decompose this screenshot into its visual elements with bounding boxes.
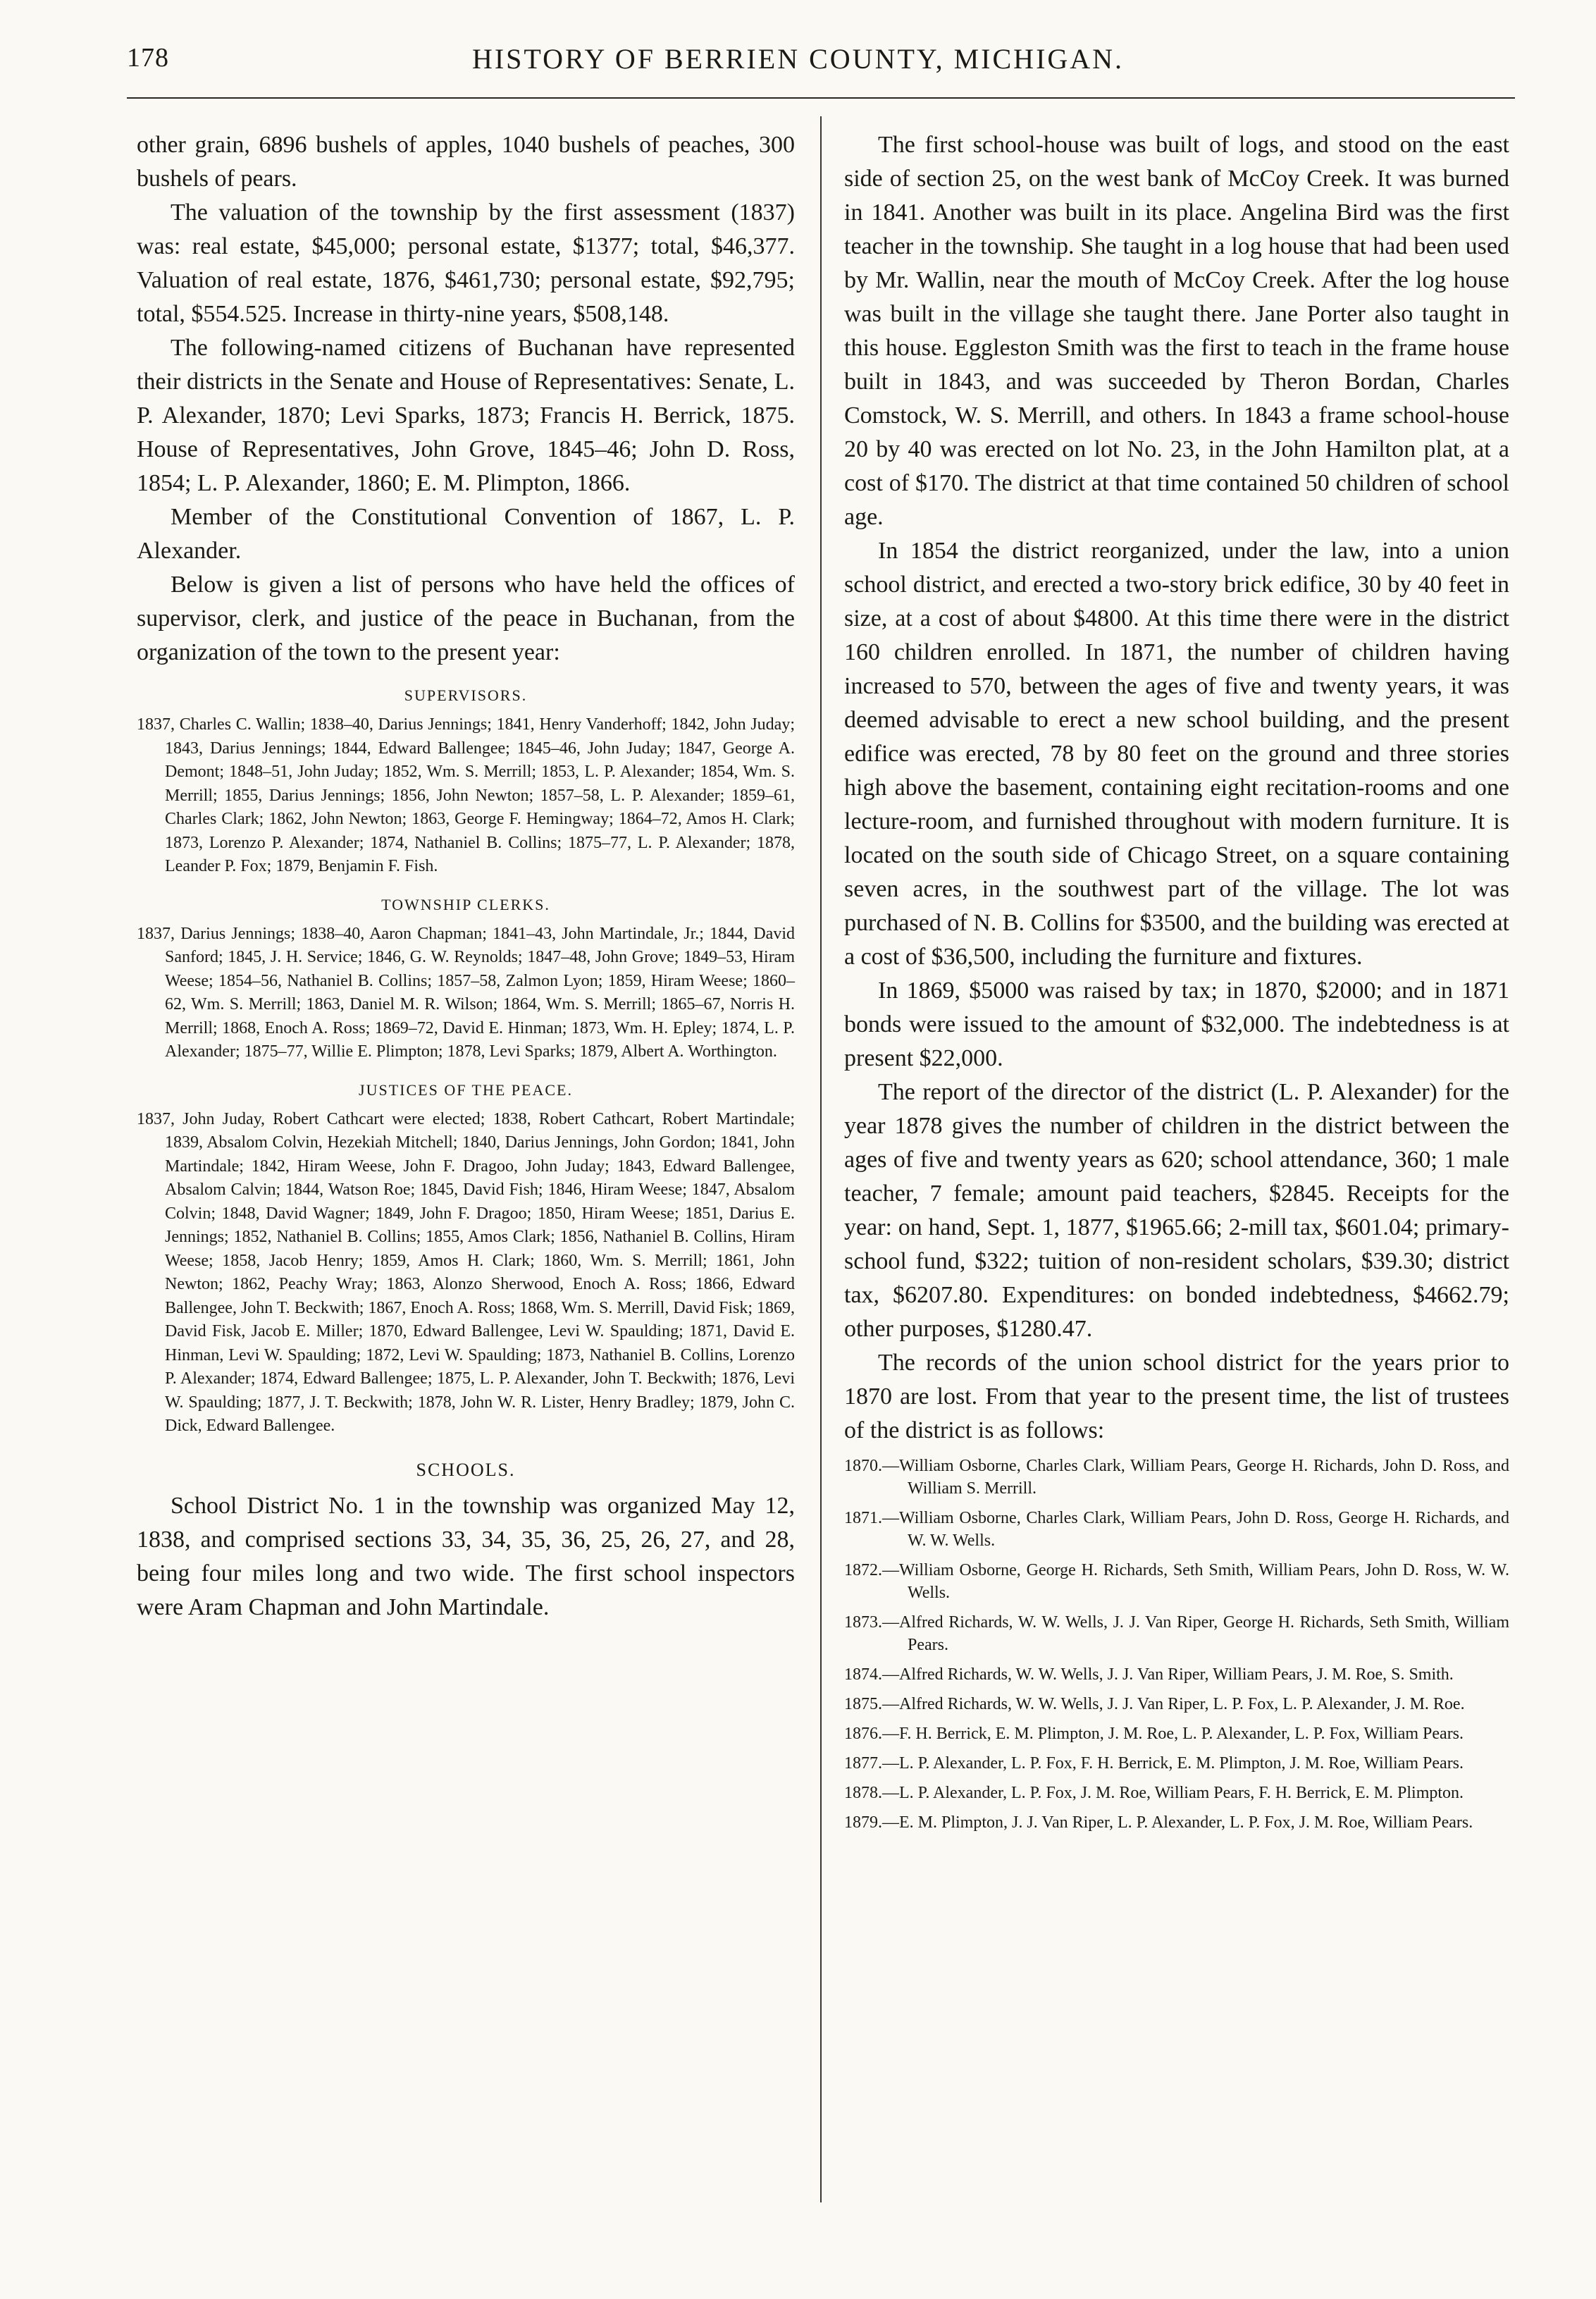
justices-list: 1837, John Juday, Robert Cathcart were elected; 1838, Robert Cathcart, Robert Martindale; 1839, Absalom Colvin, Hezekiah Mitchell; 1840, Darius Jennings, John Gordon; 1841, John Martindale; 1842, Hiram Weese, John F. Dragoo, John Juday; 1843, Edward Ballengee, Absalom Calvin; 1844, Watson Roe; 1845, David Fish; 1846, Hiram Weese; 1847, Absalom Colvin; 1848, David Wagner; 1849, John F. Dragoo; 1850, Hiram Weese; 1851, Darius E. Jennings; 1852, Nathaniel B. Collins; 1855, Amos Clark; 1856, Nathaniel B. Collins, Hiram Weese; 1858, Jacob Henry; 1859, Amos H. Clark; 1860, Wm. S. Merrill; 1861, John Newton; 1862, Peachy Wray; 1863, Alonzo Sherwood, Enoch A. Ross; 1866, Edward Ballengee, John T. Beckwith; 1867, Enoch A. Ross; 1868, Wm. S. Merrill, David Fisk; 1869, David Fisk, Jacob E. Miller; 1870, Edward Ballengee, Levi W. Spaulding; 1871, David E. Hinman, Levi W. Spaulding; 1872, Levi W. Spaulding; 1873, Nathaniel B. Collins, Lorenzo P. Alexander; 1874, Edward Ballengee; 1875, L. P. Alexander, John T. Beckwith; 1876, Levi W. Spaulding; 1877, J. T. Beckwith; 1878, John W. R. Lister, Henry Bradley; 1879, John C. Dick, Edward Ballengee. — [137, 1109, 795, 1435]
trustee-entry: 1875.—Alfred Richards, W. W. Wells, J. J. Van Riper, L. P. Fox, L. P. Alexander, J. M. Roe. — [844, 1695, 1465, 1713]
left-column — [137, 128, 795, 1625]
paragraph: The first school-house was built of logs, and stood on the east side of section 25, on the west bank of McCoy Creek. It was burned in 1841. Another was built in its place. Angelina Bird was the first teacher in the township. She taught in a log house that had been used by Mr. Wallin, near the mouth of McCoy Creek. After the log house was built in the village she taught there. Jane Porter also taught in this house. Eggleston Smith was the first to teach in the frame house built in 1843, and was succeeded by Theron Bordan, Charles Comstock, W. S. Merrill, and others. In 1843 a frame school-house 20 by 40 was erected on lot No. 23, in the John Hamilton plat, at a cost of $170. The district at that time contained 50 children of school age. — [844, 132, 1509, 530]
paragraph: The report of the director of the district (L. P. Alexander) for the year 1878 gives the number of children in the district between the ages of five and twenty years as 620; school attendance, 360; 1 male teacher, 7 female; amount paid teachers, $2845. Receipts for the year: on hand, Sept. 1, 1877, $1965.66; 2-mill tax, $601.04; primary-school fund, $322; tuition of non-resident scholars, $39.30; district tax, $6207.80. Expenditures: on bonded indebtedness, $4662.79; other purposes, $1280.47. — [844, 1079, 1509, 1342]
section-heading-clerks: TOWNSHIP CLERKS. — [381, 895, 550, 913]
paragraph: In 1869, $5000 was raised by tax; in 1870, $2000; and in 1871 bonds were issued to the amount of $32,000. The indebtedness is at present $22,000. — [844, 978, 1509, 1071]
section-heading-schools: SCHOOLS. — [416, 1459, 516, 1480]
paragraph: In 1854 the district reorganized, under the law, into a union school district, and erected a two-story brick edifice, 30 by 40 feet in size, at a cost of about $4800. At this time there were in the district 160 children enrolled. In 1871, the number of children having increased to 570, between the ages of five and twenty years, it was deemed advisable to erect a new school building, and the present edifice was erected, 78 by 80 feet on the ground and three stories high above the basement, containing eight recitation-rooms and one lecture-room, and furnished throughout with modern furniture. It is located on the south side of Chicago Street, on a square containing seven acres, in the southwest part of the village. The lot was purchased of N. B. Collins for $3500, and the building was erected at a cost of $36,500, including the furniture and fixtures. — [844, 538, 1509, 970]
trustee-entry: 1877.—L. P. Alexander, L. P. Fox, F. H. Berrick, E. M. Plimpton, J. M. Roe, William Pears. — [844, 1754, 1464, 1773]
trustee-entry: 1870.—William Osborne, Charles Clark, William Pears, George H. Richards, John D. Ross, and William S. Merrill. — [844, 1457, 1509, 1498]
paragraph: other grain, 6896 bushels of apples, 1040 bushels of peaches, 300 bushels of pears. — [137, 132, 795, 192]
trustee-entry: 1873.—Alfred Richards, W. W. Wells, J. J. Van Riper, George H. Richards, Seth Smith, William Pears. — [844, 1613, 1509, 1654]
section-heading-supervisors: SUPERVISORS. — [404, 686, 528, 704]
supervisors-list: 1837, Charles C. Wallin; 1838–40, Darius Jennings; 1841, Henry Vanderhoff; 1842, John Juday; 1843, Darius Jennings; 1844, Edward Ballengee; 1845–46, John Juday; 1847, George A. Demont; 1848–51, John Juday; 1852, Wm. S. Merrill; 1853, L. P. Alexander; 1854, Wm. S. Merrill; 1855, Darius Jennings; 1856, John Newton; 1857–58, L. P. Alexander; 1859–61, Charles Clark; 1862, John Newton; 1863, George F. Hemingway; 1864–72, Amos H. Clark; 1873, Lorenzo P. Alexander; 1874, Nathaniel B. Collins; 1875–77, L. P. Alexander; 1878, Leander P. Fox; 1879, Benjamin F. Fish. — [137, 715, 795, 875]
paragraph: School District No. 1 in the township was organized May 12, 1838, and comprised sections 33, 34, 35, 36, 25, 26, 27, and 28, being four miles long and two wide. The first school inspectors were Aram Chapman and John Martindale. — [137, 1492, 795, 1620]
trustee-entry: 1879.—E. M. Plimpton, J. J. Van Riper, L. P. Alexander, L. P. Fox, J. M. Roe, William Pears. — [844, 1813, 1473, 1832]
right-column — [844, 128, 1509, 1841]
page-header — [0, 42, 1596, 92]
paragraph: Below is given a list of persons who have held the offices of supervisor, clerk, and justice of the peace in Buchanan, from the organization of the town to the present year: — [137, 572, 795, 665]
header-rule — [127, 97, 1515, 99]
page-number: 178 — [127, 43, 169, 73]
column-divider — [820, 116, 822, 2202]
trustee-entry: 1871.—William Osborne, Charles Clark, William Pears, John D. Ross, George H. Richards, and W. W. Wells. — [844, 1509, 1509, 1550]
paragraph: Member of the Constitutional Convention of 1867, L. P. Alexander. — [137, 504, 795, 564]
trustee-entry: 1878.—L. P. Alexander, L. P. Fox, J. M. Roe, William Pears, F. H. Berrick, E. M. Plimpton. — [844, 1784, 1464, 1802]
paragraph: The valuation of the township by the first assessment (1837) was: real estate, $45,000; personal estate, $1377; total, $46,377. Valuation of real estate, 1876, $461,730; personal estate, $92,795; total, $554.525. Increase in thirty-nine years, $508,148. — [137, 199, 795, 327]
trustee-entry: 1874.—Alfred Richards, W. W. Wells, J. J. Van Riper, William Pears, J. M. Roe, S. Smith. — [844, 1665, 1454, 1684]
section-heading-justices: JUSTICES OF THE PEACE. — [359, 1080, 573, 1099]
running-title: HISTORY OF BERRIEN COUNTY, MICHIGAN. — [471, 43, 1125, 75]
paragraph: The records of the union school district for the years prior to 1870 are lost. From that year to the present time, the list of trustees of the district is as follows: — [844, 1350, 1509, 1443]
clerks-list: 1837, Darius Jennings; 1838–40, Aaron Chapman; 1841–43, John Martindale, Jr.; 1844, David Sanford; 1845, J. H. Service; 1846, G. W. Reynolds; 1847–48, John Grove; 1849–53, Hiram Weese; 1854–56, Nathaniel B. Collins; 1857–58, Zalmon Lyon; 1859, Hiram Weese; 1860–62, Wm. S. Merrill; 1863, Daniel M. R. Wilson; 1864, Wm. S. Merrill; 1865–67, Norris H. Merrill; 1868, Enoch A. Ross; 1869–72, David E. Hinman; 1873, Wm. H. Epley; 1874, L. P. Alexander; 1875–77, Willie E. Plimpton; 1878, Levi Sparks; 1879, Albert A. Worthington. — [137, 924, 795, 1061]
trustee-entry: 1876.—F. H. Berrick, E. M. Plimpton, J. M. Roe, L. P. Alexander, L. P. Fox, William Pears. — [844, 1725, 1464, 1743]
trustee-entry: 1872.—William Osborne, George H. Richards, Seth Smith, William Pears, John D. Ross, W. W. Wells. — [844, 1561, 1509, 1602]
paragraph: The following-named citizens of Buchanan have represented their districts in the Senate and House of Representatives: Senate, L. P. Alexander, 1870; Levi Sparks, 1873; Francis H. Berrick, 1875. House of Representatives, John Grove, 1845–46; John D. Ross, 1854; L. P. Alexander, 1860; E. M. Plimpton, 1866. — [137, 335, 795, 496]
